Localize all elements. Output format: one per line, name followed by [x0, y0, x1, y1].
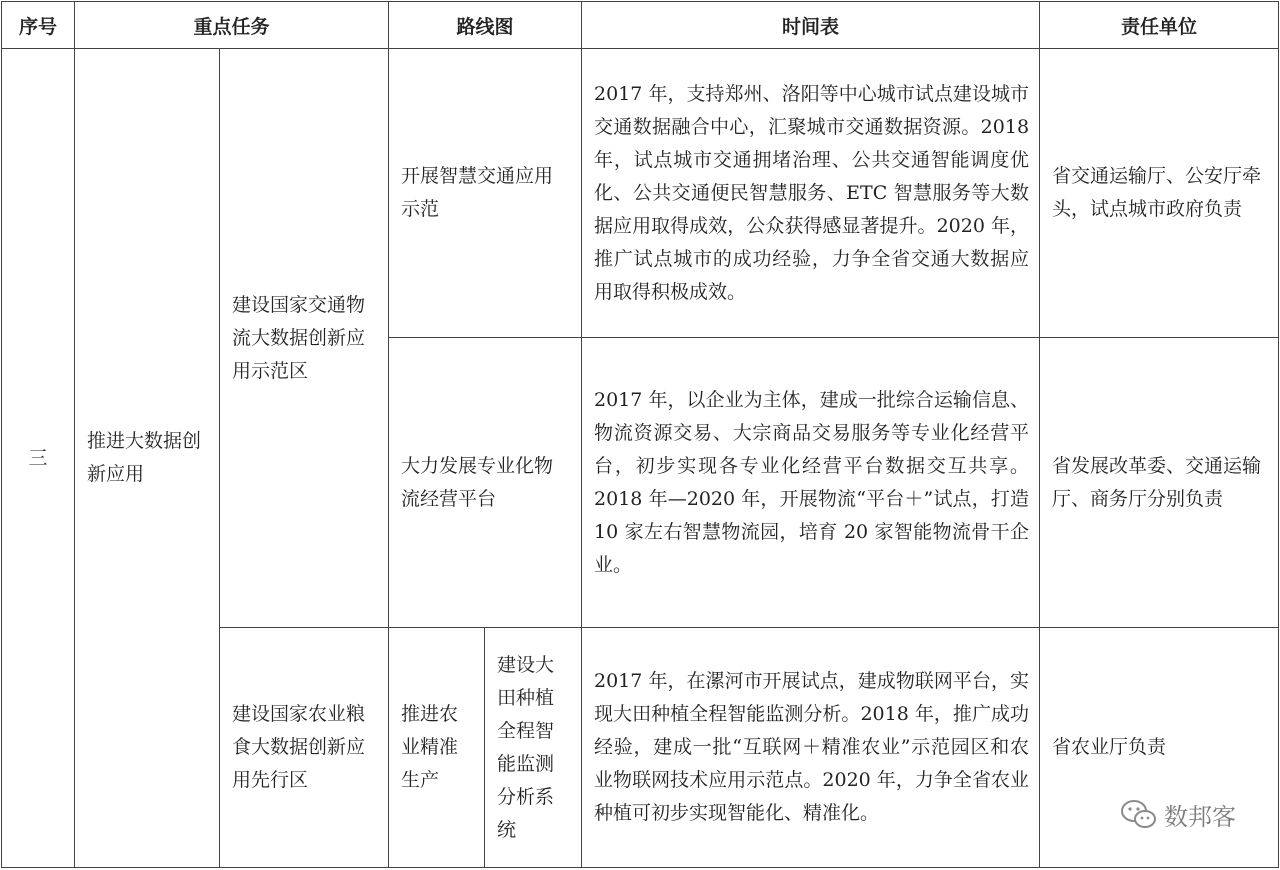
task-name: 推进大数据创新应用 — [75, 49, 220, 868]
roadmap-detail: 建设大田种植全程智能监测分析系统 — [485, 628, 582, 868]
header-schedule: 时间表 — [582, 2, 1040, 49]
responsible-unit: 省发展改革委、交通运输厅、商务厅分别负责 — [1040, 338, 1279, 628]
schedule-text: 2017 年，以企业为主体，建成一批综合运输信息、物流资源交易、大宗商品交易服务等专业化经营平台，初步实现各专业化经营平台数据交互共享。2018 年—2020 年，开展物流“平台＋”试点，打造 10 家左右智慧物流园，培育 20 家智能物流骨干企业。 — [582, 338, 1040, 628]
responsible-unit: 省交通运输厅、公安厅牵头，试点城市政府负责 — [1040, 49, 1279, 338]
table-row — [2, 49, 1279, 338]
task-table — [1, 1, 1279, 868]
header-num: 序号 — [2, 2, 75, 49]
schedule-text: 2017 年，在漯河市开展试点，建成物联网平台，实现大田种植全程智能监测分析。2018 年，推广成功经验，建成一批“互联网＋精准农业”示范园区和农业物联网技术应用示范点。2020 年，力争全省农业种植可初步实现智能化、精准化。 — [582, 628, 1040, 868]
roadmap-item: 推进农业精准生产 — [389, 628, 485, 868]
watermark-text: 数邦客 — [1164, 803, 1236, 831]
header-responsible: 责任单位 — [1040, 2, 1279, 49]
roadmap-item: 开展智慧交通应用示范 — [389, 49, 582, 338]
header-row — [2, 2, 1279, 49]
subtask-name: 建设国家农业粮食大数据创新应用先行区 — [220, 628, 389, 868]
roadmap-item: 大力发展专业化物流经营平台 — [389, 338, 582, 628]
header-roadmap: 路线图 — [389, 2, 582, 49]
wechat-icon — [1120, 799, 1158, 831]
subtask-name: 建设国家交通物流大数据创新应用示范区 — [220, 49, 389, 628]
watermark — [1120, 797, 1236, 832]
schedule-text: 2017 年，支持郑州、洛阳等中心城市试点建设城市交通数据融合中心，汇聚城市交通数据资源。2018 年，试点城市交通拥堵治理、公共交通智能调度优化、公共交通便民智慧服务、ETC 智慧服务等大数据应用取得成效，公众获得感显著提升。2020 年，推广试点城市的成功经验，力争全省交通大数据应用取得积极成效。 — [582, 49, 1040, 338]
section-number: 三 — [2, 49, 75, 868]
responsible-unit: 省农业厅负责 — [1040, 628, 1279, 868]
header-task: 重点任务 — [75, 2, 389, 49]
